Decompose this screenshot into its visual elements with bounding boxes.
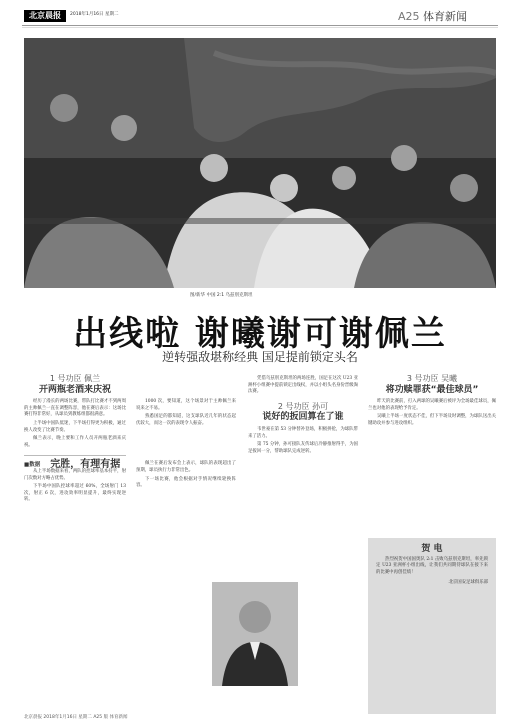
paragraph: 经历了漫长的两场比赛，带队打比赛才不到两周的主帅佩兰一直在调整阵容，他在赛后表示：这场比赛打得非常好，从球员到教练组都很满意。 (24, 399, 126, 418)
paragraph: 韦世豪在第 53 分钟替补登场，积极拼抢，为球队带来了活力。 (248, 426, 358, 439)
signature: 北京国安足球俱乐部 (448, 580, 488, 586)
paragraph: 从上半场数据来看，两队的控球率基本持平，射门次数对方略占优势。 (24, 468, 126, 481)
article-column-2 (136, 376, 236, 492)
paragraph: 吴曦上半场一度状态不佳，但下半场及时调整，为球队送出关键助攻并参与进攻组织。 (368, 414, 496, 426)
byline: 3 号功臣 吴曦 (406, 374, 458, 383)
section-divider (24, 455, 126, 456)
paragraph: 凭借乌兹别克斯坦的两场连胜，国足在这次 U23 亚洲杯小组赛中提前锁定出线权，并以小组头名身份晋级淘汰赛。 (248, 376, 358, 395)
congratulations-box (368, 538, 496, 714)
byline: 1 号功臣 佩兰 (49, 374, 101, 383)
byline: 2 号功臣 孙可 (277, 401, 329, 411)
page-footer: 北京晨报 2018年1月16日 星期二 A25 版 体育新闻 (24, 715, 128, 720)
article-column-3 (248, 376, 358, 457)
article-column-1 (24, 376, 126, 506)
callout-title: 贺 电 (421, 544, 443, 554)
paragraph: 昨天的比赛前，打入两球的吴曦赛后被评为全场最佳球员，佩兰也对他的表现给予肯定。 (368, 399, 496, 411)
article-title: 开两瓶老酒来庆祝 (38, 384, 111, 395)
paragraph: 上半场中国队低迷，下半场打得更为积极，通过换人改变了比赛节奏。 (24, 420, 126, 433)
paragraph: 1000 次，要知道，这个场景对于主帅佩兰来说来之不易。 (136, 399, 236, 411)
paragraph: 第 75 分钟，孙可接队友传球后冷静推射得手，为国足扳回一分，帮助球队完成逆转。 (248, 442, 358, 454)
page-number: A25 (398, 10, 420, 23)
section-title: 完胜，有理有据 (50, 459, 121, 471)
dateline: 2018年1月16日 星期二 (70, 12, 119, 17)
header-rule-secondary (22, 27, 498, 28)
paragraph: 热烈祝贺中国国奥队 2:1 击败乌兹别克斯坦，率先锁定 U23 亚洲杯小组出线，让我们共同期待球队在接下来的比赛中再创佳绩！ (376, 556, 488, 575)
photo-caption: 图/新华 中国 2:1 乌兹别克斯坦 (190, 293, 253, 298)
paragraph: 佩兰在赛后发布会上表示，球队的表现超出了预期，球员执行力非常出色。 (136, 461, 236, 473)
article-title: 将功赎罪获“最佳球员” (385, 384, 479, 395)
header-rule (22, 25, 498, 26)
section-header (24, 459, 126, 471)
paragraph: 下半场中国队控球率超过 60%，全场射门 13 次，射正 6 次，进攻效率明显提升，最终实现逆转。 (24, 484, 126, 503)
section-tag: ■数据 (24, 462, 41, 469)
article-title: 说好的扳回算在了谁 (262, 412, 344, 423)
lead-photo (24, 38, 496, 288)
coach-portrait-illustration (212, 582, 298, 686)
section-name: 体育新闻 (423, 10, 468, 23)
paragraph: 熟悉国足的都知道，这支球队近几年的状态起伏较大，而这一次的表现令人振奋。 (136, 414, 236, 426)
article-column-4 (368, 376, 496, 430)
paragraph: 佩兰表示，晚上要和工作人员开两瓶老酒来庆祝。 (24, 436, 126, 448)
page-label (398, 8, 467, 24)
main-headline: 出线啦 谢曦谢可谢佩兰 (73, 314, 447, 354)
subheadline: 逆转强敌堪称经典 国足提前锁定头名 (162, 350, 358, 364)
coach-portrait (212, 582, 298, 686)
masthead: 北京晨报 (24, 10, 66, 22)
celebration-photo-illustration (24, 38, 496, 288)
paragraph: 下一场比赛，他会根据对手情况继续轮换阵容。 (136, 476, 236, 489)
